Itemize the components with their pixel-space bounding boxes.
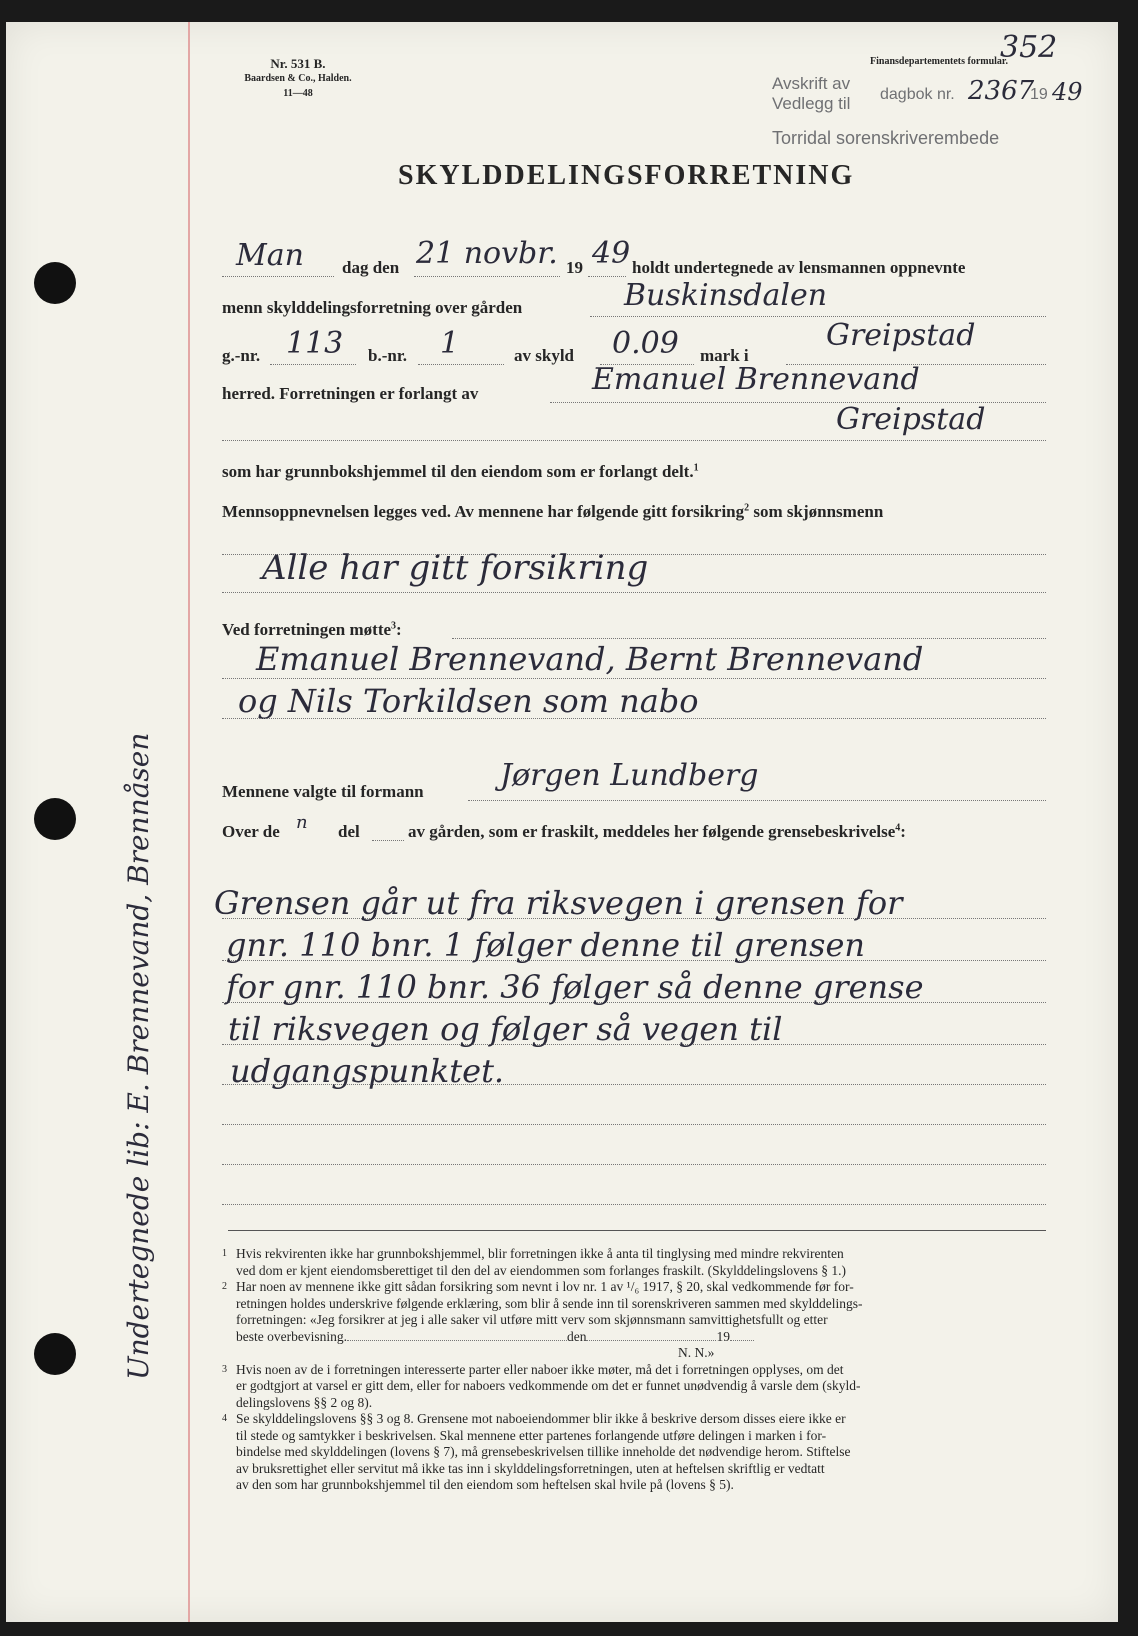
- page-number: 352: [1000, 30, 1058, 65]
- municipality-value: Greipstad: [826, 318, 976, 353]
- footnote-3: 3 Hvis noen av de i forretningen interesserte parter eller naboer ikke møter, må det i forretningen opplyses, om det er godtgjort at varsel er gitt dem, eller for naboers vedkommende om det er funnet unødvendig å varsle dem (skyld- delingslovens §§ 2 og 8).: [222, 1361, 861, 1410]
- farm-value: Buskinsdalen: [624, 278, 828, 313]
- formann-label: Mennene valgte til formann: [222, 782, 424, 801]
- del-label: del: [338, 822, 360, 841]
- margin-rule: [188, 22, 190, 1622]
- requester-value: Emanuel Brennevand: [592, 362, 920, 397]
- footnotes: [222, 1246, 1048, 1494]
- date-value: 21 novbr.: [416, 236, 558, 271]
- mote-line2: og Nils Torkildsen som nabo: [238, 682, 699, 720]
- mote-line1: Emanuel Brennevand, Bernt Brennevand: [256, 640, 924, 678]
- bnr-value: 1: [440, 326, 460, 361]
- mote-label: Ved forretningen møtte$^3$:: [222, 620, 402, 639]
- held-text: holdt undertegnede av lensmannen oppnevnte: [632, 258, 966, 277]
- requester-place: Greipstad: [836, 402, 986, 437]
- men-text: menn skylddelingsforretning over gården: [222, 298, 523, 317]
- gard-text: av gården, som er fraskilt, meddeles her følgende grensebeskrivelse$^4$:: [408, 822, 906, 841]
- form-number: Nr. 531 B.: [270, 56, 326, 71]
- ministry-label: Finansdepartementets formular.: [870, 56, 1008, 67]
- margin-note: Undertegnede lib: E. Brennevand, Brennåsen: [122, 732, 155, 1380]
- mark-label: mark i: [700, 346, 749, 365]
- stamp-line2: Vedlegg til: [772, 94, 851, 113]
- punch-hole-top: [34, 262, 76, 304]
- skyld-label: av skyld: [514, 346, 574, 365]
- over-de-label: Over de: [222, 822, 280, 841]
- document-title: SKYLDDELINGSFORRETNING: [398, 160, 855, 191]
- grense-line-3: for gnr. 110 bnr. 36 følger så denne grense: [226, 968, 924, 1006]
- punch-hole-middle: [34, 798, 76, 840]
- year-value: 49: [592, 236, 631, 271]
- office-stamp: Torridal sorenskriverembede: [772, 128, 1000, 148]
- grunnbok-text: som har grunnbokshjemmel til den eiendom som er forlangt delt.$^1$: [222, 462, 699, 481]
- grense-line-5: udgangspunktet.: [230, 1052, 505, 1090]
- form-info: [228, 56, 368, 101]
- menn-text: Mennsoppnevnelsen legges ved. Av mennene har følgende gitt forsikring$^2$ som skjønnsmenn: [222, 502, 884, 521]
- forsikring-value: Alle har gitt forsikring: [262, 548, 649, 588]
- grense-line-1: Grensen går ut fra riksvegen i grensen for: [214, 884, 903, 922]
- bnr-label: b.-nr.: [368, 346, 408, 365]
- stamp-dagbok: dagbok nr.: [880, 86, 955, 103]
- grense-line-2: gnr. 110 bnr. 1 følger denne til grensen: [226, 926, 865, 964]
- print-code: 11—48: [283, 88, 313, 99]
- formann-value: Jørgen Lundberg: [500, 758, 759, 793]
- dagbok-number: 2367: [968, 76, 1035, 106]
- punch-hole-bottom: [34, 1333, 76, 1375]
- year-suffix: 49: [1052, 78, 1083, 106]
- footnote-2: 2 Har noen av mennene ikke gitt sådan forsikring som nevnt i lov nr. 1 av ¹/₆ 1917, § 20, skal vedkommende før for- retningen holdes underskrive følgende erklæring, som blir å sende inn til sorenskriveren sammen med skylddelings- forretningen: «Jeg forsikrer at jeg i alle saker vil utføre mitt verv som skjønnsmann samvittighetsfullt og etter beste overbevisning. den 19 N. N.»: [222, 1279, 863, 1360]
- dag-den-label: dag den: [342, 258, 400, 277]
- year-prefix: 19: [1030, 86, 1048, 103]
- stamp-block: [772, 74, 850, 114]
- gnr-label: g.-nr.: [222, 346, 261, 365]
- year-19-label: 19: [566, 258, 583, 277]
- gnr-value: 113: [286, 326, 344, 361]
- grense-line-4: til riksvegen og følger så vegen til: [228, 1010, 783, 1048]
- footnote-4: 4 Se skylddelingslovens §§ 3 og 8. Grensene mot naboeiendommer blir ikke å beskrive dersom disses eiere ikke er til stede og samtykker i beskrivelsen. Skal mennene etter partenes forlangende utføre delingen i marken i for- bindelse med skylddelingen (lovens § 7), må grensebeskrivelsen tillike inneholde det nødvendige herom. Stiftelse av bruksrettighet eller servitut må ikke tas inn i skylddelingsforretningen, uten at heftelsen skriftlig er vedtatt av den som har grunnbokshjemmel til den eiendom som heftelsen skal hvile på (lovens § 5).: [222, 1411, 851, 1492]
- weekday-value: Man: [236, 238, 304, 273]
- stamp-line1: Avskrift av: [772, 74, 851, 93]
- herred-text: herred. Forretningen er forlangt av: [222, 384, 479, 403]
- footnote-1: 1 Hvis rekvirenten ikke har grunnbokshjemmel, blir forretningen ikke å anta til tinglysing med mindre rekvirenten ved dom er kjent eiendomsberettiget til den del av eiendommen som forlanges fraskilt. (Skylddelingslovens § 1.): [222, 1246, 846, 1278]
- publisher: Baardsen & Co., Halden.: [244, 73, 352, 84]
- footnote-separator: [228, 1230, 1046, 1231]
- over-de-value: n: [296, 812, 308, 833]
- skyld-value: 0.09: [612, 326, 679, 361]
